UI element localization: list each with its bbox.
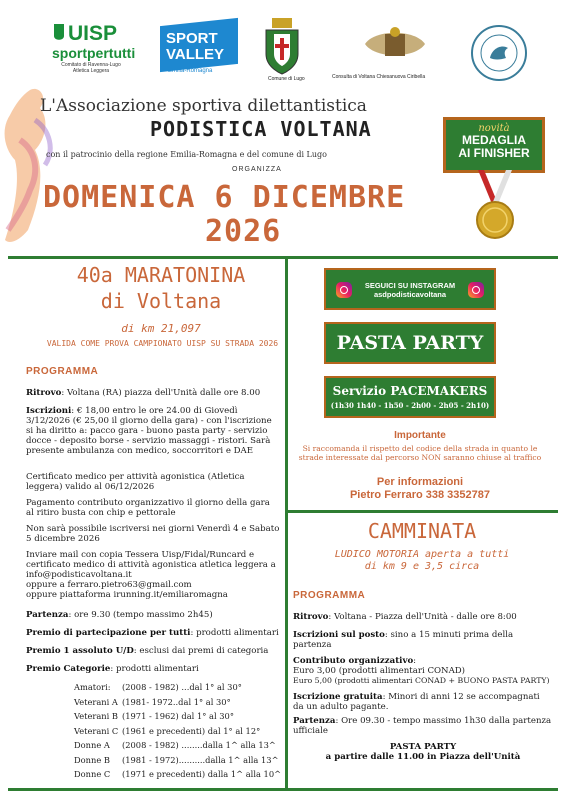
sport-valley-text-1: SPORT: [166, 30, 218, 47]
walk-ritrovo: Ritrovo: Voltana - Piazza dell'Unità - dalle ore 8:00: [293, 612, 517, 622]
lugo-caption: Comune di Lugo: [268, 76, 305, 82]
important-heading: Importante: [394, 430, 446, 441]
event-date: DOMENICA 6 DICEMBRE: [43, 180, 406, 215]
organizes-label: ORGANIZZA: [232, 166, 282, 173]
walk-program-heading: PROGRAMMA: [293, 590, 366, 601]
medal-announcement: [443, 117, 545, 173]
walk-pasta-party: PASTA PARTY a partire dalle 11.00 in Piazza dell'Unità: [325, 742, 521, 762]
race-partenza: Partenza: ore 9.30 (tempo massimo 2h45): [26, 610, 213, 620]
pacemakers-banner: [324, 376, 496, 418]
race-title: 40a MARATONINA: [76, 263, 246, 287]
race-certificato: Certificato medico per attività agonistica (Atletica leggera) valido al 06/12/2026: [26, 472, 245, 492]
association-line: L'Associazione sportiva dilettantistica: [40, 96, 367, 116]
walk-iscrizioni: Iscrizioni sul posto: sino a 15 minuti prima della partenza: [293, 630, 514, 650]
category-row: Veterani A (1981- 1972..dal 1° al 30°: [74, 696, 231, 707]
divider-right: [285, 510, 558, 513]
novelty-label: novità: [478, 123, 510, 134]
medal-icon: [470, 170, 520, 242]
category-row: Amatori: (2008 - 1982) ...dal 1° al 30°: [74, 682, 242, 692]
race-email-alt: oppure a ferraro.pietro63@gmail.com: [26, 580, 192, 590]
race-distance: di km 21,097: [121, 322, 201, 335]
race-ritrovo: Ritrovo: Voltana (RA) piazza dell'Unità dalle ore 8.00: [26, 388, 261, 398]
race-location: di Voltana: [100, 289, 222, 313]
race-iscrizioni: Iscrizioni: € 18,00 entro le ore 24.00 di Giovedì 3/12/2026 (€ 25,00 il giorno della gara) - con l'iscrizione si ha diritto a: pacco gara - buono pasta party - servizio docce - deposito borse - servizio massaggi - ristori. Sarà presente ambulanza con medico, soccorritori e DAE: [26, 406, 272, 456]
divider-top: [8, 256, 558, 259]
medal-line-1: MEDAGLIA: [462, 133, 526, 147]
instagram-icon: [336, 282, 352, 298]
pasta-party-label: PASTA PARTY: [336, 332, 484, 354]
race-premio-categorie: Premio Categorie: prodotti alimentari: [26, 664, 199, 674]
pacemakers-title: Servizio PACEMAKERS: [332, 384, 488, 398]
sport-valley-region: Emilia-Romagna: [168, 68, 213, 74]
walk-subtitle: LUDICO MOTORIA aperta a tutti di km 9 e 3,5 circa: [334, 549, 510, 572]
coordination-seal-icon: [470, 24, 528, 82]
category-row: Donne C (1971 e precedenti) dalla 1^ alla 10^: [74, 769, 282, 779]
race-platform: oppure piattaforma irunning.it/emiliaromagna: [26, 590, 228, 600]
info-title: Per informazioni: [376, 476, 464, 488]
instagram-line-1: SEGUICI SU INSTAGRAM: [364, 281, 456, 290]
divider-vertical: [285, 256, 288, 790]
race-premio-assoluto: Premio 1 assoluto U/D: esclusi dai premi di categoria: [26, 646, 269, 656]
category-row: Veterani C (1961 e precedenti) dal 1° al 12°: [74, 725, 261, 736]
race-pagamento: Pagamento contributo organizzativo il giorno della gara al ritiro busta con chip e pettorale: [26, 498, 270, 518]
category-row: Donne A (2008 - 1982) ........dalla 1^ alla 13^: [74, 740, 276, 750]
walk-partenza: Partenza: Ore 09.30 - tempo massimo 1h30 dalla partenza ufficiale: [293, 716, 552, 736]
voltana-caption: Consulta di Voltana Chiesanuova Ciribella: [332, 74, 426, 80]
instagram-handle: asdpodisticavoltana: [373, 290, 447, 299]
event-year: 2026: [205, 214, 282, 249]
race-premio-tutti: Premio di partecipazione per tutti: prodotti alimentari: [26, 628, 279, 638]
sport-valley-text-2: VALLEY: [166, 46, 225, 63]
lugo-crest-icon: [262, 16, 302, 76]
pacemakers-times: (1h30 1h40 - 1h50 - 2h00 - 2h05 - 2h10): [330, 401, 490, 410]
uisp-logo-title: UISP: [68, 22, 118, 45]
divider-bottom: [8, 788, 558, 791]
walk-gratuita: Iscrizione gratuita: Minori di anni 12 se accompagnati da un adulto pagante.: [293, 692, 540, 712]
important-text: Si raccomanda il rispetto del codice della strada in quanto le strade interessate dal percorso NON saranno chiuse al traffico: [298, 444, 542, 462]
race-program-heading: PROGRAMMA: [26, 366, 99, 377]
uisp-logo-subtitle: sportpertutti: [52, 45, 136, 61]
patronage-line: con il patrocinio della regione Emilia-Romagna e del comune di Lugo: [46, 150, 327, 159]
walk-contributo: Contributo organizzativo: Euro 3,00 (prodotti alimentari CONAD) Euro 5,00 (prodotti alimentari CONAD + BUONO PASTA PARTY): [293, 656, 550, 685]
walk-title: CAMMINATA: [367, 519, 477, 543]
race-validity: VALIDA COME PROVA CAMPIONATO UISP SU STRADA 2026: [46, 339, 279, 348]
info-contact: Pietro Ferraro 338 3352787: [349, 489, 491, 501]
category-row: Donne B (1981 - 1972)..........dalla 1^ alla 13^: [74, 754, 279, 765]
race-email-info: Inviare mail con copia Tessera Uisp/Fidal/Runcard e certificato medico di attività agonistica atletica leggera a info@podisticavoltana.it: [26, 550, 276, 580]
category-row: Veterani B (1971 - 1962) dal 1° al 30°: [74, 711, 234, 721]
pasta-party-banner: [324, 322, 496, 364]
voltana-crest-icon: [360, 24, 430, 70]
uisp-logo-caption: Comitato di Ravenna-Lugo Atletica Leggera: [61, 62, 121, 74]
uisp-logo-icon: [52, 22, 66, 44]
instagram-banner[interactable]: [324, 268, 496, 310]
medal-line-2: AI FINISHER: [458, 146, 530, 160]
race-no-signup: Non sarà possibile iscriversi nei giorni Venerdì 4 e Sabato 5 dicembre 2026: [26, 524, 280, 544]
info-block: [300, 476, 540, 502]
instagram-icon: [468, 282, 484, 298]
club-name: PODISTICA VOLTANA: [150, 117, 372, 141]
